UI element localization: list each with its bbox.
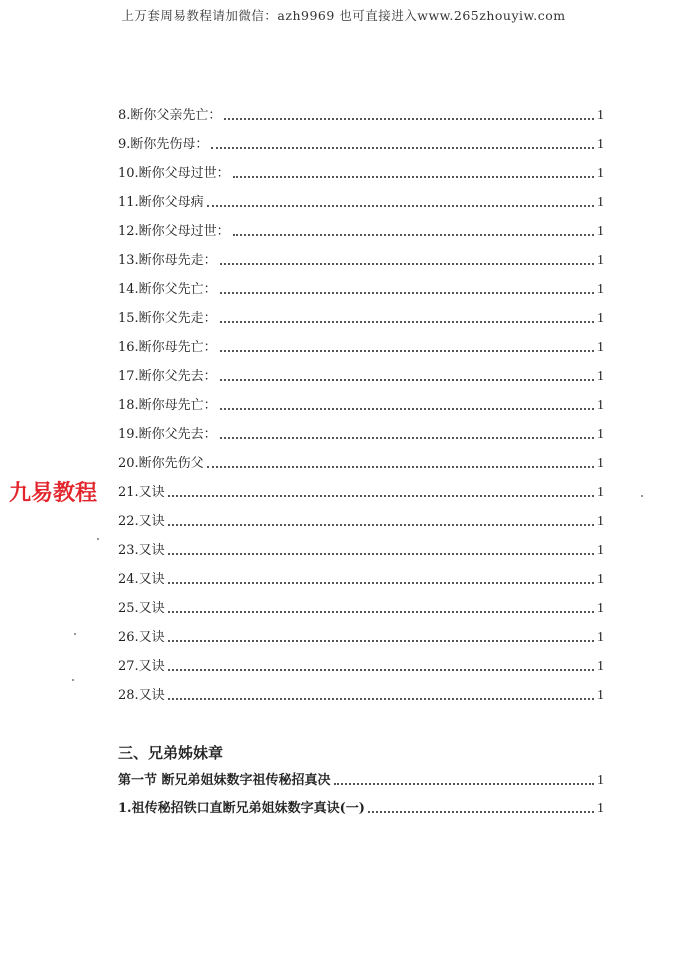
toc-entry bbox=[118, 194, 604, 212]
header-watermark-text: 上万套周易教程请加微信：azh9969 也可直接进入www.265zhouyiw.com bbox=[121, 8, 566, 23]
dot-leader bbox=[233, 234, 594, 236]
watermark-logo-text: 九易教程 bbox=[7, 476, 99, 507]
toc-entry-label: 14.断你父先亡： bbox=[118, 282, 217, 297]
toc-entry bbox=[118, 368, 604, 386]
toc-entry-label: 26.又诀 bbox=[118, 630, 165, 645]
toc-entry-page-number: 1 bbox=[597, 485, 604, 500]
toc-entry-page-number: 1 bbox=[597, 398, 604, 413]
dot-leader bbox=[220, 437, 594, 439]
toc-entry-page-number: 1 bbox=[597, 572, 604, 587]
toc-entry bbox=[118, 252, 604, 270]
toc-entry-label: 第一节 断兄弟姐妹数字祖传秘招真决 bbox=[118, 773, 331, 788]
toc-entry-label: 1.祖传秘招铁口直断兄弟姐妹数字真诀(一) bbox=[118, 801, 365, 816]
toc-entry bbox=[118, 687, 604, 705]
toc-entry-page-number: 1 bbox=[597, 688, 604, 703]
toc-entry bbox=[118, 571, 604, 589]
toc-entry-label: 16.断你母先亡： bbox=[118, 340, 217, 355]
toc-entry-label: 12.断你父母过世： bbox=[118, 224, 230, 239]
toc-entry-page-number: 1 bbox=[597, 311, 604, 326]
toc-entry-page-number: 1 bbox=[597, 224, 604, 239]
toc-entry-page-number: 1 bbox=[597, 340, 604, 355]
toc-entry-page-number: 1 bbox=[597, 801, 604, 816]
toc-entry-label: 15.断你父先走： bbox=[118, 311, 217, 326]
toc-entry-label: 10.断你父母过世： bbox=[118, 166, 230, 181]
toc-entry-label: 21.又诀 bbox=[118, 485, 165, 500]
toc-entry-page-number: 1 bbox=[597, 514, 604, 529]
toc-entry-label: 11.断你父母病 bbox=[118, 195, 204, 210]
scan-speck bbox=[72, 679, 74, 681]
dot-leader bbox=[207, 466, 594, 468]
toc-entry-page-number: 1 bbox=[597, 543, 604, 558]
toc-entry-page-number: 1 bbox=[597, 195, 604, 210]
dot-leader bbox=[168, 582, 594, 584]
dot-leader bbox=[220, 350, 594, 352]
toc-entry bbox=[118, 542, 604, 560]
toc-entry-label: 24.又诀 bbox=[118, 572, 165, 587]
dot-leader bbox=[207, 205, 594, 207]
toc-entry bbox=[118, 800, 604, 818]
toc-entry bbox=[118, 426, 604, 444]
toc-entry-label: 22.又诀 bbox=[118, 514, 165, 529]
scan-speck bbox=[641, 495, 643, 497]
dot-leader bbox=[220, 408, 594, 410]
toc-entry-page-number: 1 bbox=[597, 108, 604, 123]
toc-entry bbox=[118, 484, 604, 502]
dot-leader bbox=[168, 611, 594, 613]
toc-entry-label: 9.断你先伤母： bbox=[118, 137, 209, 152]
toc-entry bbox=[118, 600, 604, 618]
toc-entry bbox=[118, 772, 604, 790]
toc-entry bbox=[118, 455, 604, 473]
toc-entry-page-number: 1 bbox=[597, 166, 604, 181]
toc-entry-page-number: 1 bbox=[597, 137, 604, 152]
toc-entry-label: 17.断你父先去： bbox=[118, 369, 217, 384]
toc-entry-page-number: 1 bbox=[597, 601, 604, 616]
dot-leader bbox=[168, 524, 594, 526]
toc-entry-label: 25.又诀 bbox=[118, 601, 165, 616]
dot-leader bbox=[224, 118, 594, 120]
dot-leader bbox=[368, 811, 594, 813]
toc-entry bbox=[118, 107, 604, 125]
scan-speck bbox=[74, 633, 76, 635]
dot-leader bbox=[220, 379, 594, 381]
toc-entry-page-number: 1 bbox=[597, 773, 604, 788]
toc-entry bbox=[118, 513, 604, 531]
dot-leader bbox=[220, 263, 594, 265]
toc-entry bbox=[118, 339, 604, 357]
toc-entry bbox=[118, 165, 604, 183]
toc-entry-label: 20.断你先伤父 bbox=[118, 456, 204, 471]
toc-entry-page-number: 1 bbox=[597, 427, 604, 442]
toc-entry-label: 23.又诀 bbox=[118, 543, 165, 558]
toc-entry bbox=[118, 136, 604, 154]
toc-entry-label: 8.断你父亲先亡： bbox=[118, 108, 222, 123]
dot-leader bbox=[168, 495, 594, 497]
toc-entry bbox=[118, 397, 604, 415]
toc-entry bbox=[118, 223, 604, 241]
toc-entry bbox=[118, 629, 604, 647]
toc-entry-label: 28.又诀 bbox=[118, 688, 165, 703]
dot-leader bbox=[168, 669, 594, 671]
toc-entry-page-number: 1 bbox=[597, 659, 604, 674]
dot-leader bbox=[220, 292, 594, 294]
dot-leader bbox=[168, 553, 594, 555]
dot-leader bbox=[334, 783, 594, 785]
dot-leader bbox=[168, 640, 594, 642]
scan-speck bbox=[97, 538, 99, 540]
toc-entry-label: 13.断你母先走： bbox=[118, 253, 217, 268]
toc-entry-page-number: 1 bbox=[597, 630, 604, 645]
toc-entry-label: 27.又诀 bbox=[118, 659, 165, 674]
toc-entry-label: 18.断你母先亡： bbox=[118, 398, 217, 413]
dot-leader bbox=[168, 698, 594, 700]
toc-entry-page-number: 1 bbox=[597, 253, 604, 268]
dot-leader bbox=[233, 176, 594, 178]
toc-entry-page-number: 1 bbox=[597, 369, 604, 384]
dot-leader bbox=[211, 147, 594, 149]
toc-entry-page-number: 1 bbox=[597, 282, 604, 297]
toc-entry bbox=[118, 281, 604, 299]
toc-entry-label: 19.断你父先去： bbox=[118, 427, 217, 442]
toc-entry bbox=[118, 310, 604, 328]
section-heading: 三、兄弟姊妹章 bbox=[118, 744, 224, 762]
toc-entry bbox=[118, 658, 604, 676]
toc-entry-page-number: 1 bbox=[597, 456, 604, 471]
dot-leader bbox=[220, 321, 594, 323]
